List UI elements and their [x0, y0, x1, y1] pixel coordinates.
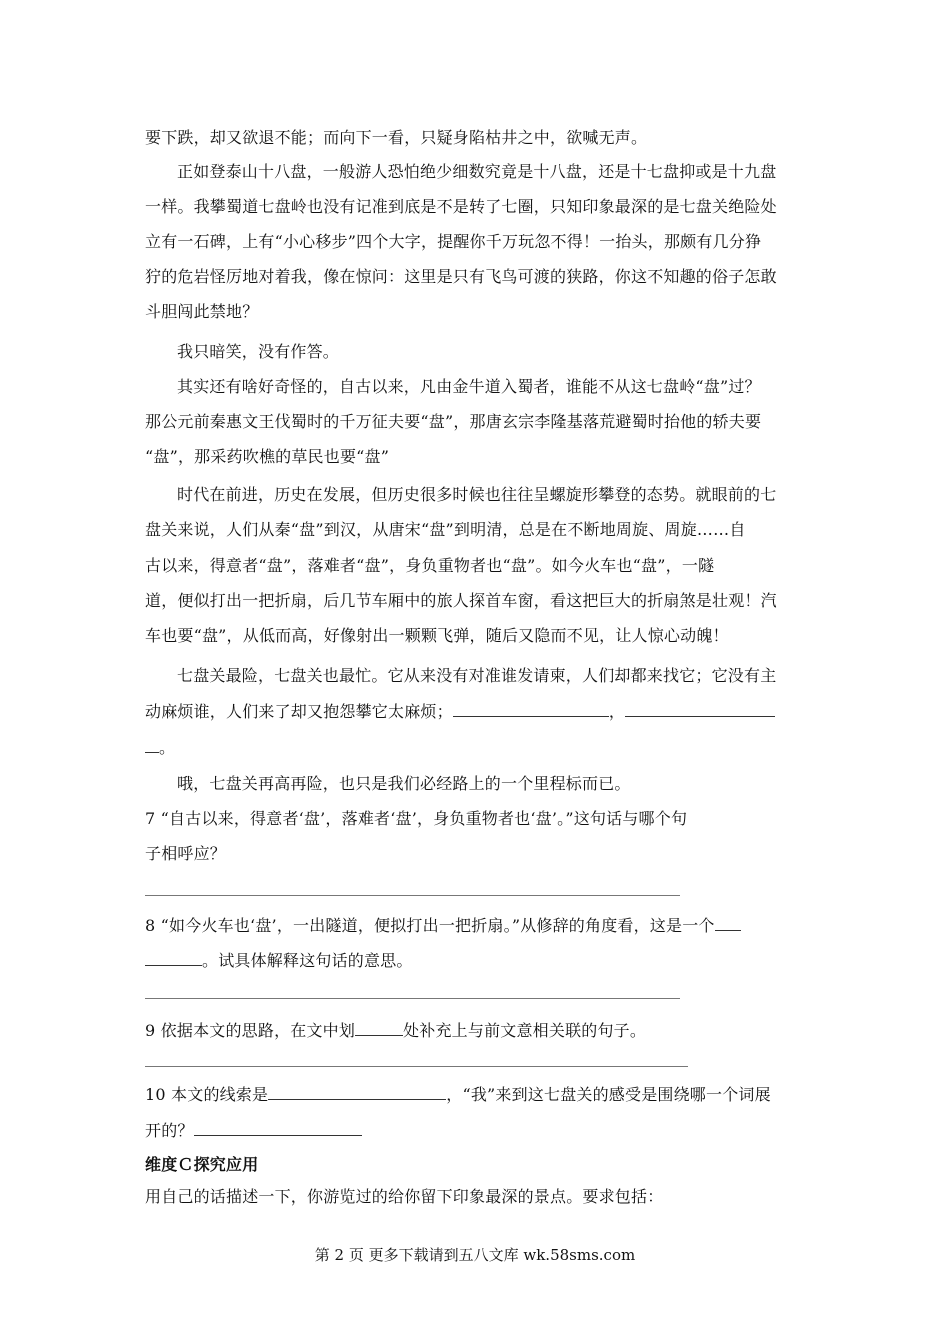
paragraph-text: 动麻烦谁，人们来了却又抱怨攀它太麻烦； — [145, 702, 453, 721]
paragraph-line: 时代在前进，历史在发展，但历史很多时候也往往呈螺旋形攀登的态势。就眼前的七 — [177, 485, 777, 504]
paragraph-line-with-blank — [145, 736, 810, 759]
question-9-text-2: 处补充上与前文意相关联的句子。 — [403, 1021, 647, 1040]
question-8-cont — [145, 949, 810, 972]
paragraph-line: 哦，七盘关再高再险，也只是我们必经路上的一个里程标而已。 — [177, 774, 631, 793]
paragraph-line: 立有一石碑，上有“小心移步”四个大字，提醒你千万玩忽不得！一抬头，那颇有几分狰 — [145, 232, 762, 251]
paragraph-line: 一样。我攀蜀道七盘岭也没有记准到底是不是转了七圈，只知印象最深的是七盘关绝险处 — [145, 197, 777, 216]
paragraph-line: 其实还有啥好奇怪的，自古以来，凡由金牛道入蜀者，谁能不从这七盘岭“盘”过？ — [177, 377, 761, 396]
paragraph-continuation: 要下跌，却又欲退不能；而向下一看，只疑身陷枯井之中，欲喊无声。 — [145, 128, 648, 147]
question-8 — [145, 914, 810, 937]
period: 。 — [159, 738, 176, 757]
answer-line-q9[interactable] — [145, 1066, 688, 1067]
fill-blank-q8-cont[interactable] — [145, 949, 202, 966]
question-9 — [145, 1019, 810, 1042]
section-heading: 维度Ｃ探究应用 — [145, 1155, 259, 1174]
question-8-text: 8 “如今火车也‘盘’，一出隧道，便拟打出一把折扇。”从修辞的角度看，这是一个 — [145, 916, 715, 935]
question-10-text-1: 10 本文的线索是 — [145, 1085, 269, 1104]
question-10-text-2: ，“我”来到这七盘关的感受是围绕哪一个词展 — [446, 1085, 771, 1104]
paragraph-line: 正如登泰山十八盘，一般游人恐怕绝少细数究竟是十八盘，还是十七盘抑或是十九盘 — [177, 162, 777, 181]
fill-blank-1[interactable] — [453, 700, 609, 717]
fill-blank-q10-word[interactable] — [194, 1119, 362, 1136]
paragraph-line: 七盘关最险，七盘关也最忙。它从来没有对准谁发请柬，人们却都来找它；它没有主 — [177, 666, 777, 685]
page-footer: 第 2 页 更多下载请到五八文库 wk.58sms.com — [314, 1246, 636, 1264]
answer-line-q8[interactable] — [145, 998, 680, 999]
answer-line-q7[interactable] — [145, 895, 680, 896]
paragraph-line-with-blanks — [145, 700, 810, 723]
question-7: 7 “自古以来，得意者‘盘’，落难者‘盘’，身负重物者也‘盘’。”这句话与哪个句 — [145, 809, 688, 828]
fill-blank-2[interactable] — [625, 700, 775, 717]
question-9-text-1: 9 依据本文的思路，在文中划 — [145, 1021, 356, 1040]
paragraph-line: 古以来，得意者“盘”，落难者“盘”，身负重物者也“盘”。如今火车也“盘”，一隧 — [145, 556, 715, 575]
paragraph-line: 斗胆闯此禁地？ — [145, 302, 259, 321]
underline-mark — [355, 1019, 403, 1036]
fill-blank-2-cont[interactable] — [145, 736, 159, 753]
paragraph-line: “盘”，那采药吹樵的草民也要“盘” — [145, 447, 390, 466]
paragraph-line: 狞的危岩怪厉地对着我，像在惊问：这里是只有飞鸟可渡的狭路，你这不知趣的俗子怎敢 — [145, 267, 777, 286]
question-10-text-3: 开的？ — [145, 1121, 194, 1140]
paragraph-line: 车也要“盘”，从低而高，好像射出一颗颗飞弹，随后又隐而不见，让人惊心动魄！ — [145, 626, 729, 645]
paragraph-line: 我只暗笑，没有作答。 — [177, 342, 340, 361]
section-prompt: 用自己的话描述一下，你游览过的给你留下印象最深的景点。要求包括： — [145, 1187, 664, 1206]
fill-blank-q10-clue[interactable] — [268, 1083, 446, 1100]
question-10-cont — [145, 1119, 810, 1142]
question-7-cont: 子相呼应？ — [145, 844, 227, 863]
paragraph-line: 道，便似打出一把折扇，后几节车厢中的旅人探首车窗，看这把巨大的折扇煞是壮观！汽 — [145, 591, 777, 610]
paragraph-line: 盘关来说，人们从秦“盘”到汉，从唐宋“盘”到明清，总是在不断地周旋、周旋……自 — [145, 520, 746, 539]
comma: ， — [608, 702, 626, 721]
fill-blank-q8[interactable] — [715, 914, 741, 931]
paragraph-line: 那公元前秦惠文王伐蜀时的千万征夫要“盘”，那唐玄宗李隆基落荒避蜀时抬他的轿夫要 — [145, 412, 762, 431]
question-8-text-2: 。试具体解释这句话的意思。 — [202, 951, 413, 970]
question-10 — [145, 1083, 810, 1106]
